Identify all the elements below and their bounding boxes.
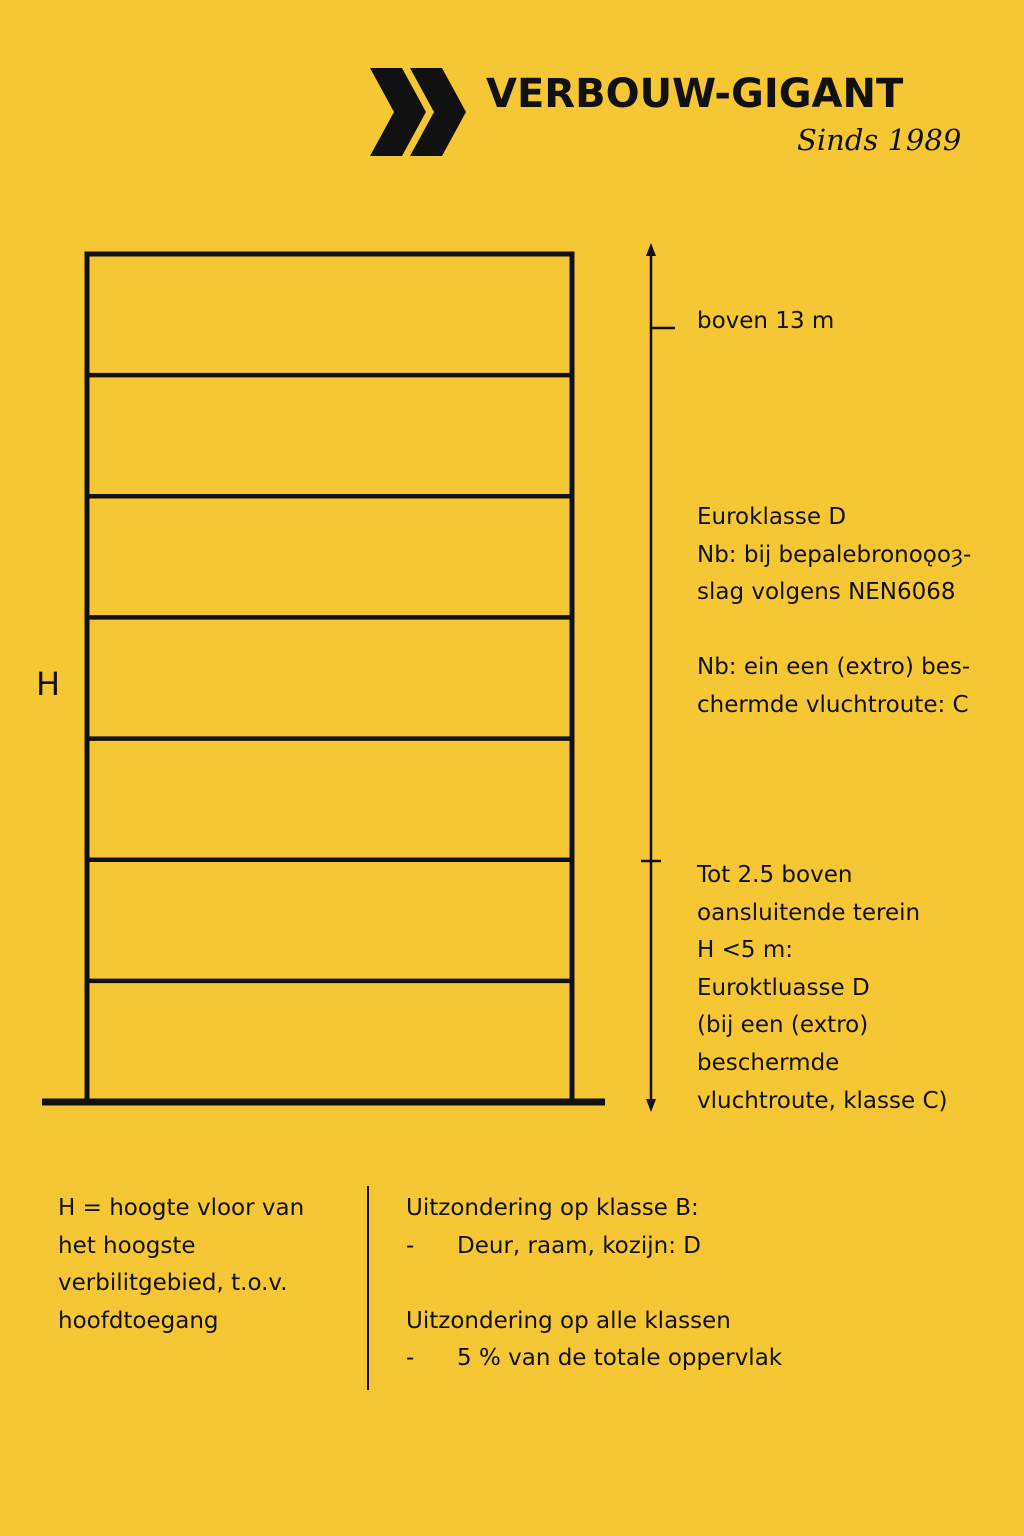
exception-heading: Uitzondering op alle klassen xyxy=(406,1307,731,1334)
exceptions-list xyxy=(406,1190,782,1378)
height-label: H xyxy=(36,665,61,703)
annotation-middle-line: chermde vluchtroute: C xyxy=(697,691,969,718)
annotation-bottom-line: H <5 m: xyxy=(697,937,793,964)
annotation-middle xyxy=(697,499,971,725)
brand-tagline: Sinds 1989 xyxy=(797,123,962,157)
exception-item-text: Deur, raam, kozijn: D xyxy=(457,1232,701,1259)
building-frame xyxy=(87,254,572,1102)
annotation-bottom-line: Tot 2.5 boven xyxy=(697,862,853,888)
brand-name: VERBOUW-GIGANT xyxy=(486,71,904,117)
arrow-up-icon xyxy=(646,243,656,256)
annotation-middle-line: slag volgens NEN6068 xyxy=(697,579,956,606)
annotation-middle-line: Nb: bij bepalebronoǫoȝ- xyxy=(697,541,972,568)
definition-line: verbilitgebied, t.o.v. xyxy=(58,1270,288,1297)
exception-item xyxy=(406,1340,782,1378)
annotation-top: boven 13 m xyxy=(697,308,835,334)
annotation-bottom xyxy=(697,857,947,1120)
exception-heading: Uitzondering op klasse B: xyxy=(406,1195,699,1221)
annotation-middle-line: Euroklasse D xyxy=(697,504,847,530)
bullet: - xyxy=(406,1232,415,1259)
definition-line: hoofdtoegang xyxy=(58,1307,219,1334)
footer-divider xyxy=(367,1186,369,1390)
annotation-middle-line: Nb: ein een (extro) bes- xyxy=(697,654,971,681)
definition-line: H = hoogte vloor van xyxy=(58,1195,305,1221)
annotation-bottom-line: oansluitende terein xyxy=(697,899,921,926)
height-dimension-arrow xyxy=(641,243,675,1112)
definition-line: het hoogste xyxy=(58,1232,196,1259)
annotation-bottom-line: (bij een (extro) xyxy=(697,1012,869,1039)
exception-item-text: 5 % van de totale oppervlak xyxy=(457,1345,783,1372)
height-definition xyxy=(58,1190,304,1340)
annotation-bottom-line: beschermde xyxy=(697,1049,840,1076)
annotation-bottom-line: Euroktluasse D xyxy=(697,974,870,1001)
floor-lines xyxy=(87,375,572,981)
annotation-bottom-line: vluchtroute, klasse C) xyxy=(697,1087,948,1114)
arrow-down-icon xyxy=(646,1099,656,1112)
exception-item xyxy=(406,1228,782,1266)
bullet: - xyxy=(406,1345,415,1372)
